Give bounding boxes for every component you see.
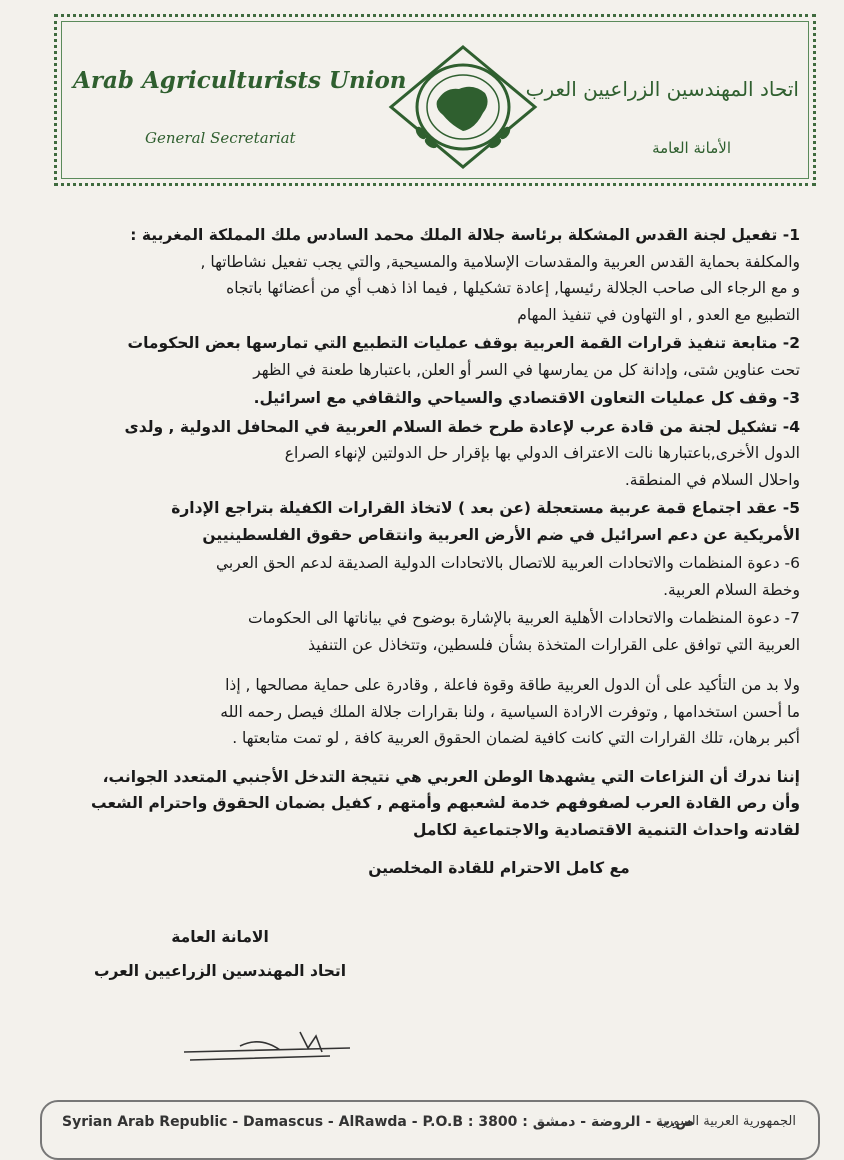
list-item: 4- تشكيل لجنة من قادة عرب لإعادة طرح خطة السلام العربية في المحافل الدولية , ولدى الدول الأخرى,باعتبارها نالت الاعتراف الدولي بها بإقرار حل الدولتين لإنهاء الصراع واحلال السلام في المنطقة. [58,414,800,494]
signature-org: اتحاد المهندسين الزراعيين العرب [93,962,347,980]
list-item: 6- دعوة المنظمات والاتحادات العربية للاتصال بالاتحادات الدولية الصديقة لدعم الحق العربي وخطة السلام العربية. [58,550,800,603]
item-line: تحت عناوين شتى، وإدانة كل من يمارسها في السر أو العلن, باعتبارها طعنة في الظهر [253,360,800,379]
item-heading: متابعة تنفيذ قرارات القمة العربية بوقف عمليات التطبيع التي تمارسها بعض الحكومات [127,334,778,352]
handwritten-signature-icon [180,1026,360,1070]
list-item: 7- دعوة المنظمات والاتحادات الأهلية العربية بالإشارة بوضوح في بياناتها الى الحكومات العربية التي توافق على القرارات المتخذة بشأن فلسطين، وتتخاذل عن التنفيذ [58,605,800,658]
item-line: واحلال السلام في المنطقة. [624,470,800,489]
list-item: 5- عقد اجتماع قمة عربية مستعجلة (عن بعد ) لاتخاذ القرارات الكفيلة بتراجع الإدارة الأمريكية عن دعم اسرائيل في ضم الأرض العربية وانتقاص حقوق الفلسطينيين [58,495,800,548]
item-line: العربية التي توافق على القرارات المتخذة بشأن فلسطين، وتتخاذل عن التنفيذ [308,635,800,654]
letter-body [58,222,800,882]
item-line: الأمريكية عن دعم اسرائيل في ضم الأرض العربية وانتقاص حقوق الفلسطينيين [202,525,800,544]
union-emblem-icon [387,43,539,171]
item-line: و مع الرجاء الى صاحب الجلالة رئيسها, إعادة تشكيلها , فيما اذا ذهب أي من أعضائها باتجاه [226,279,800,297]
footer-address-en: Syrian Arab Republic - Damascus - AlRawda - P.O.B : 3800 : ص.ب - الروضة - دمشق [62,1114,695,1130]
org-name-en: Arab Agriculturists Union [73,67,407,94]
signature-title: الامانة العامة [171,928,269,946]
item-heading: عقد اجتماع قمة عربية مستعجلة (عن بعد ) لاتخاذ القرارات الكفيلة بتراجع الإدارة [171,499,778,517]
paragraph: إننا ندرك أن النزاعات التي يشهدها الوطن العربي هي نتيجة التدخل الأجنبي المتعدد الجوانب، وأن رص القادة العرب لصفوفهم خدمة لشعبهم وأمتهم , كفيل بضمان الحقوق واحترام الشعب لقادته واحداث التنمية الاقتصادية والاجتماعية لكامل [91,767,800,839]
closing-line: مع كامل الاحترام للقادة المخلصين [368,859,630,877]
item-heading: وقف كل عمليات التعاون الاقتصادي والسياحي والثقافي مع اسرائيل. [253,389,778,407]
item-heading: تشكيل لجنة من قادة عرب لإعادة طرح خطة السلام العربية في المحافل الدولية , ولدى [124,417,778,436]
list-item: 3- وقف كل عمليات التعاون الاقتصادي والسياحي والثقافي مع اسرائيل. [253,389,800,407]
item-heading: تفعيل لجنة القدس المشكلة برئاسة جلالة الملك محمد السادس ملك المملكة المغربية : [130,226,778,244]
item-line: وخطة السلام العربية. [663,580,800,599]
letterhead [54,14,816,186]
footer-address [40,1100,820,1160]
list-item: 2- متابعة تنفيذ قرارات القمة العربية بوقف عمليات التطبيع التي تمارسها بعض الحكومات تحت عناوين شتى، وإدانة كل من يمارسها في السر أو العلن, باعتبارها طعنة في الظهر [58,330,800,383]
item-line: والمكلفة بحماية القدس العربية والمقدسات الإسلامية والمسيحية, والتي يجب تفعيل نشاطاتها , [200,252,800,271]
signature-block [90,920,350,988]
paragraph: ولا بد من التأكيد على أن الدول العربية طاقة وقوة فاعلة , وقادرة على حماية مصالحها , إذا ما أحسن استخدامها , وتوفرت الارادة السياسية ، ولنا بقرارات جلالة الملك فيصل رحمه الله أكبر برهان، تلك القرارات التي كانت كافية لضمان الحقوق العربية كافة , لو تمت متابعتها . [220,676,800,747]
secretariat-en: General Secretariat [145,129,296,147]
item-heading: دعوة المنظمات والاتحادات الأهلية العربية بالإشارة بوضوح في بياناتها الى الحكومات [247,609,780,627]
secretariat-ar: الأمانة العامة [652,139,731,157]
list-item: 1- تفعيل لجنة القدس المشكلة برئاسة جلالة الملك محمد السادس ملك المملكة المغربية : والمكلفة بحماية القدس العربية والمقدسات الإسلامية والمسيحية, والتي يجب تفعيل نشاطاتها , و مع الرجاء الى صاحب الجلالة رئيسها, إعادة تشكيلها , فيما اذا ذهب أي من أعضائها باتجاه التطبيع مع العدو , او التهاون في تنفيذ المهام [58,222,800,328]
item-line: الدول الأخرى,باعتبارها نالت الاعتراف الدولي بها بإقرار حل الدولتين لإنهاء الصراع [284,444,800,462]
item-line: التطبيع مع العدو , او التهاون في تنفيذ المهام [517,305,800,324]
org-name-ar: اتحاد المهندسين الزراعيين العرب [525,77,799,101]
item-heading: دعوة المنظمات والاتحادات العربية للاتصال بالاتحادات الدولية الصديقة لدعم الحق العربي [216,554,780,572]
footer-country-ar: الجمهورية العربية السورية [656,1114,796,1129]
